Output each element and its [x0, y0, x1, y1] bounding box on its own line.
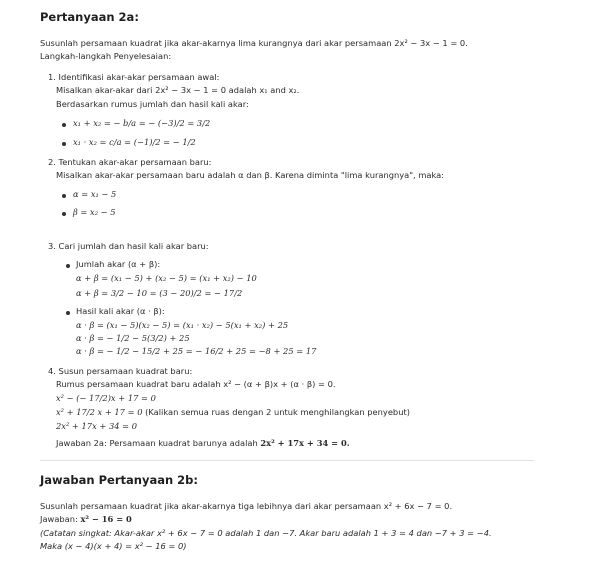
step4-line3-math: x² + 17/2 x + 17 = 0	[56, 407, 143, 417]
section-a-title: Pertanyaan 2a:	[40, 10, 139, 24]
bullet-dot	[62, 123, 66, 127]
section-b-title: Jawaban Pertanyaan 2b:	[40, 473, 198, 487]
step4-line3-note: (Kalikan semua ruas dengan 2 untuk menghilangkan penyebut)	[145, 407, 410, 417]
step1-line1: Misalkan akar-akar dari 2x² − 3x − 1 = 0 adalah x₁ and x₂.	[56, 85, 300, 95]
step1-bullet2: x₁ · x₂ = c/a = (−1)/2 = − 1/2	[73, 137, 196, 147]
bullet-dot	[62, 142, 66, 146]
step2-title: 2. Tentukan akar-akar persamaan baru:	[48, 157, 212, 167]
step1-bullet1: x₁ + x₂ = − b/a = − (−3)/2 = 3/2	[73, 118, 211, 128]
step1-title: 1. Identifikasi akar-akar persamaan awal:	[48, 72, 220, 82]
answer-2a-value: 2x² + 17x + 34 = 0.	[260, 438, 350, 448]
step2-bullet2: β = x₂ − 5	[73, 207, 116, 217]
answer-2a	[56, 438, 350, 449]
steps-heading: Langkah-langkah Penyelesaian:	[40, 51, 172, 61]
step4-line4: 2x² + 17x + 34 = 0	[56, 421, 138, 431]
answer-2b-value: x² − 16 = 0	[80, 514, 132, 524]
answer-2a-label: Jawaban 2a: Persamaan kuadrat barunya adalah	[56, 438, 258, 448]
note-line2: Maka (x − 4)(x + 4) = x² − 16 = 0)	[40, 541, 187, 551]
step2-line1: Misalkan akar-akar persamaan baru adalah α dan β. Karena diminta "lima kurangnya", maka:	[56, 170, 445, 180]
sum-line2: α + β = 3/2 − 10 = (3 − 20)/2 = − 17/2	[76, 288, 243, 298]
bullet-dot	[62, 212, 66, 216]
step2-bullet1: α = x₁ − 5	[73, 189, 117, 199]
bullet-dot	[62, 194, 66, 198]
answer-2b	[40, 514, 132, 525]
prod-line2: α · β = − 1/2 − 5(3/2) + 25	[76, 333, 190, 343]
prod-line3: α · β = − 1/2 − 15/2 + 25 = − 16/2 + 25 = −8 + 25 = 17	[76, 346, 317, 356]
answer-2b-label: Jawaban:	[40, 514, 78, 524]
sum-line1: α + β = (x₁ − 5) + (x₂ − 5) = (x₁ + x₂) − 10	[76, 273, 257, 283]
section-b-problem: Susunlah persamaan kuadrat jika akar-akarnya tiga lebihnya dari akar persamaan x² + 6x − 7 = 0.	[40, 501, 453, 511]
divider	[40, 460, 534, 461]
note-line1: (Catatan singkat: Akar-akar x² + 6x − 7 = 0 adalah 1 dan −7. Akar baru adalah 1 + 3 = 4 dan −7 + 3 = −4.	[40, 528, 492, 538]
bullet-dot	[66, 264, 70, 268]
step4-title: 4. Susun persamaan kuadrat baru:	[48, 366, 193, 376]
step4-line2: x² − (− 17/2)x + 17 = 0	[56, 393, 156, 403]
step4-line3	[56, 407, 410, 418]
step1-line2: Berdasarkan rumus jumlah dan hasil kali akar:	[56, 99, 249, 109]
prod-label: Hasil kali akar (α · β):	[76, 306, 165, 316]
section-a-problem: Susunlah persamaan kuadrat jika akar-akarnya lima kurangnya dari akar persamaan 2x² − 3x − 1 = 0.	[40, 38, 468, 48]
bullet-dot	[66, 311, 70, 315]
sum-label: Jumlah akar (α + β):	[76, 259, 161, 269]
step4-line1: Rumus persamaan kuadrat baru adalah x² − (α + β)x + (α · β) = 0.	[56, 379, 336, 389]
step3-title: 3. Cari jumlah dan hasil kali akar baru:	[48, 241, 209, 251]
prod-line1: α · β = (x₁ − 5)(x₂ − 5) = (x₁ · x₂) − 5(x₁ + x₂) + 25	[76, 320, 289, 330]
